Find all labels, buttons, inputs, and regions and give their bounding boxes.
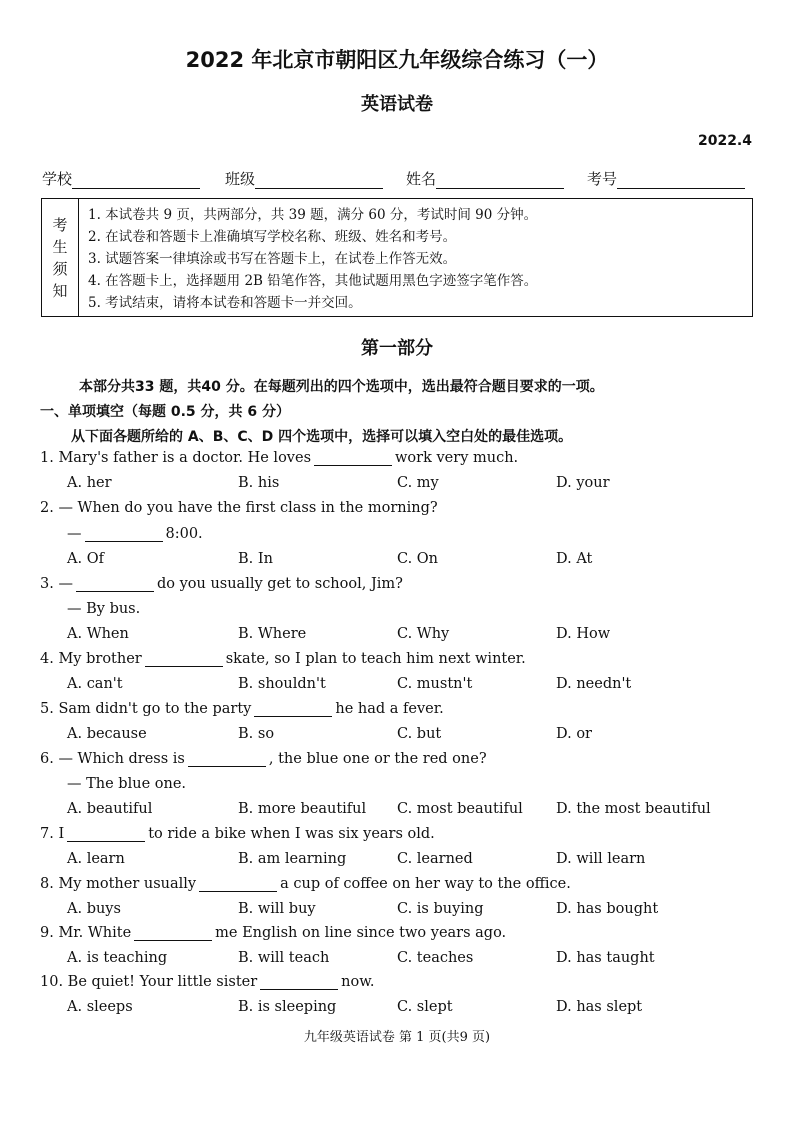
question-2: 2. — When do you have the first class in the morning? bbox=[40, 500, 438, 516]
exam-title: 2022 年北京市朝阳区九年级综合练习（一） bbox=[185, 48, 609, 72]
question-1: 1. Mary's father is a doctor. He loves work very much. bbox=[40, 450, 519, 466]
notice-label: 考 生 须 知 bbox=[42, 199, 79, 316]
question-4: 4. My brother skate, so I plan to teach him next winter. bbox=[40, 651, 526, 667]
option-c[interactable]: C. mustn't bbox=[397, 676, 473, 692]
option-b[interactable]: B. am learning bbox=[238, 851, 347, 867]
option-a[interactable]: A. learn bbox=[67, 851, 125, 867]
option-c[interactable]: C. Why bbox=[397, 626, 450, 642]
option-c[interactable]: C. but bbox=[397, 726, 442, 742]
notice-items bbox=[88, 204, 537, 314]
option-c[interactable]: C. learned bbox=[397, 851, 473, 867]
question-10: 10. Be quiet! Your little sister now. bbox=[40, 974, 375, 990]
notice-item: 2. 在试卷和答题卡上准确填写学校名称、班级、姓名和考号。 bbox=[88, 229, 457, 245]
option-c[interactable]: C. most beautiful bbox=[397, 801, 523, 817]
option-d[interactable]: D. has bought bbox=[556, 901, 659, 917]
option-d[interactable]: D. your bbox=[556, 475, 610, 491]
option-b[interactable]: B. will teach bbox=[238, 950, 330, 966]
notice-item: 5. 考试结束，请将本试卷和答题卡一并交回。 bbox=[88, 295, 362, 311]
option-a[interactable]: A. beautiful bbox=[67, 801, 153, 817]
option-a[interactable]: A. is teaching bbox=[67, 950, 168, 966]
notice-item: 1. 本试卷共 9 页，共两部分，共 39 题，满分 60 分，考试时间 90 分钟。 bbox=[88, 207, 538, 223]
question-9: 9. Mr. White me English on line since two years ago. bbox=[40, 925, 507, 941]
option-a[interactable]: A. because bbox=[67, 726, 147, 742]
answer-blank[interactable] bbox=[314, 451, 392, 466]
option-b[interactable]: B. shouldn't bbox=[238, 676, 326, 692]
name-field[interactable] bbox=[406, 168, 564, 189]
option-c[interactable]: C. On bbox=[397, 551, 439, 567]
answer-blank[interactable] bbox=[85, 527, 163, 542]
option-d[interactable]: D. the most beautiful bbox=[556, 801, 711, 817]
answer-blank[interactable] bbox=[67, 827, 145, 842]
option-b[interactable]: B. will buy bbox=[238, 901, 316, 917]
school-field[interactable] bbox=[42, 168, 200, 189]
answer-blank[interactable] bbox=[76, 577, 154, 592]
notice-box bbox=[41, 198, 753, 317]
question-6-line2: — The blue one. bbox=[67, 776, 187, 792]
notice-item: 4. 在答题卡上，选择题用 2B 铅笔作答，其他试题用黑色字迹签字笔作答。 bbox=[88, 273, 538, 289]
question-8: 8. My mother usually a cup of coffee on her way to the office. bbox=[40, 876, 571, 892]
student-info-row bbox=[42, 168, 754, 192]
exam-number-label: 考号 bbox=[587, 170, 618, 188]
option-b[interactable]: B. so bbox=[238, 726, 275, 742]
option-c[interactable]: C. is buying bbox=[397, 901, 484, 917]
option-a[interactable]: A. Of bbox=[67, 551, 104, 567]
option-d[interactable]: D. How bbox=[556, 626, 611, 642]
option-a[interactable]: A. sleeps bbox=[67, 999, 133, 1015]
answer-blank[interactable] bbox=[188, 752, 266, 767]
question-5: 5. Sam didn't go to the party he had a fever. bbox=[40, 701, 444, 717]
option-b[interactable]: B. Where bbox=[238, 626, 307, 642]
section-instruction: 从下面各题所给的 A、B、C、D 四个选项中，选择可以填入空白处的最佳选项。 bbox=[71, 429, 573, 445]
option-d[interactable]: D. At bbox=[556, 551, 593, 567]
option-a[interactable]: A. When bbox=[67, 626, 129, 642]
option-a[interactable]: A. buys bbox=[67, 901, 121, 917]
question-6: 6. — Which dress is , the blue one or the red one? bbox=[40, 751, 487, 767]
option-b[interactable]: B. is sleeping bbox=[238, 999, 337, 1015]
option-b[interactable]: B. more beautiful bbox=[238, 801, 367, 817]
class-field[interactable] bbox=[225, 168, 383, 189]
exam-subtitle: 英语试卷 bbox=[361, 94, 433, 115]
option-a[interactable]: A. can't bbox=[67, 676, 123, 692]
answer-blank[interactable] bbox=[254, 702, 332, 717]
section-heading: 一、单项填空（每题 0.5 分，共 6 分） bbox=[40, 404, 291, 420]
school-label: 学校 bbox=[42, 170, 73, 188]
answer-blank[interactable] bbox=[145, 652, 223, 667]
option-c[interactable]: C. teaches bbox=[397, 950, 474, 966]
answer-blank[interactable] bbox=[134, 926, 212, 941]
question-3-line2: — By bus. bbox=[67, 601, 141, 617]
question-7: 7. I to ride a bike when I was six years old. bbox=[40, 826, 435, 842]
option-d[interactable]: D. needn't bbox=[556, 676, 632, 692]
exam-date: 2022.4 bbox=[697, 133, 752, 149]
notice-item: 3. 试题答案一律填涂或书写在答题卡上，在试卷上作答无效。 bbox=[88, 251, 457, 267]
option-a[interactable]: A. her bbox=[67, 475, 112, 491]
option-d[interactable]: D. has taught bbox=[556, 950, 655, 966]
answer-blank[interactable] bbox=[260, 975, 338, 990]
page-footer: 九年级英语试卷 第 1 页(共9 页) bbox=[303, 1030, 491, 1045]
option-b[interactable]: B. In bbox=[238, 551, 273, 567]
class-label: 班级 bbox=[225, 170, 256, 188]
part-title: 第一部分 bbox=[361, 338, 433, 359]
option-d[interactable]: D. or bbox=[556, 726, 592, 742]
question-2-line2: — 8:00. bbox=[67, 526, 203, 542]
question-3: 3. — do you usually get to school, Jim? bbox=[40, 576, 403, 592]
part-intro: 本部分共33 题，共40 分。在每题列出的四个选项中，选出最符合题目要求的一项。 bbox=[79, 379, 604, 395]
option-b[interactable]: B. his bbox=[238, 475, 280, 491]
option-c[interactable]: C. slept bbox=[397, 999, 453, 1015]
option-c[interactable]: C. my bbox=[397, 475, 439, 491]
option-d[interactable]: D. will learn bbox=[556, 851, 646, 867]
answer-blank[interactable] bbox=[199, 877, 277, 892]
name-label: 姓名 bbox=[406, 170, 437, 188]
exam-number-field[interactable] bbox=[587, 168, 745, 189]
option-d[interactable]: D. has slept bbox=[556, 999, 643, 1015]
